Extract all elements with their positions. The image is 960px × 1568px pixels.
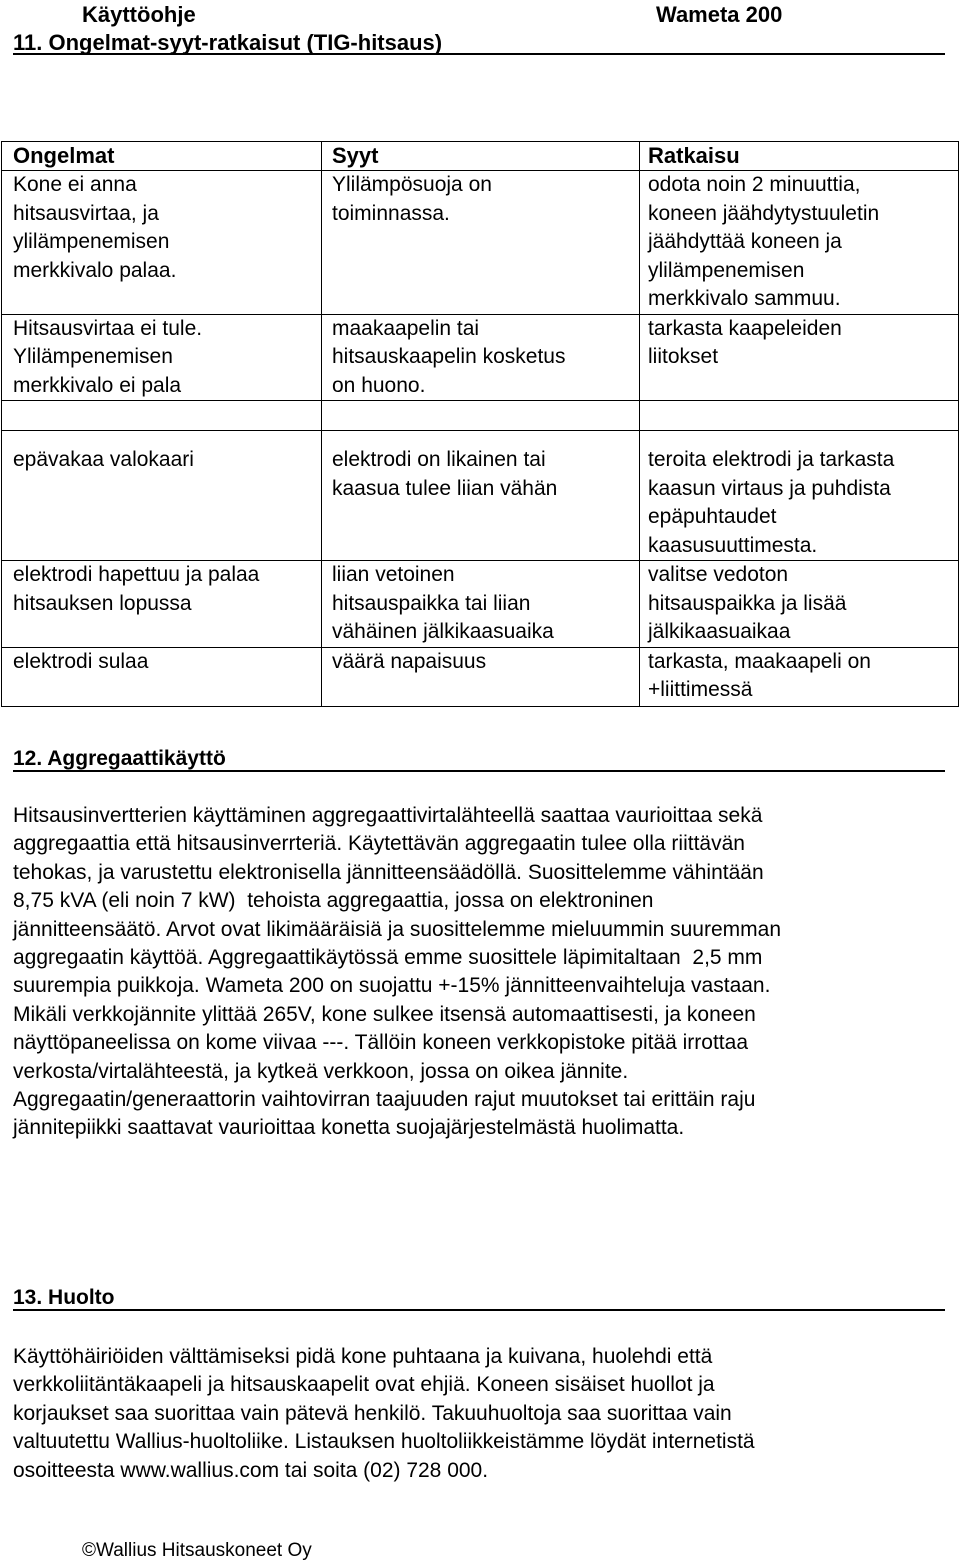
problem-cell	[2, 647, 322, 706]
table-row	[2, 647, 959, 706]
paragraph-line: tehokas, ja varustettu elektronisella jännitteensäädöllä. Suosittelemme vähintään	[13, 860, 764, 884]
cell-line: ylilämpenemisen	[13, 230, 170, 253]
section-12-body	[13, 802, 948, 1143]
cell-line: Ylilämpösuoja on	[332, 173, 492, 196]
cell-line: tarkasta, maakaapeli on	[648, 649, 871, 673]
solution-cell	[640, 431, 959, 561]
cause-cell	[322, 401, 640, 431]
table-row	[2, 561, 959, 648]
problem-cell	[2, 401, 322, 431]
cause-cell	[322, 314, 640, 401]
cause-cell	[322, 171, 640, 315]
paragraph-line: Aggregaatin/generaattorin vaihtovirran taajuuden rajut muutokset tai erittäin raju	[13, 1088, 756, 1112]
cell-line: epäpuhtaudet	[648, 505, 777, 528]
paragraph-line: verkosta/virtalähteestä, ja kytkeä verkkoon, jossa on oikea jännite.	[13, 1059, 629, 1083]
solution-cell	[640, 647, 959, 706]
section-11-title: 11. Ongelmat-syyt-ratkaisut (TIG-hitsaus)	[13, 30, 443, 55]
header-causes: Syyt	[322, 142, 640, 171]
paragraph-line: Mikäli verkkojännite ylittää 265V, kone sulkee itsensä automaattisesti, ja koneen	[13, 1002, 756, 1026]
cell-line: hitsauspaikka tai liian	[332, 591, 531, 615]
solution-cell	[640, 314, 959, 401]
cell-line: valitse vedoton	[648, 563, 789, 586]
cell-line: tarkasta kaapeleiden	[648, 316, 842, 340]
table-body	[2, 171, 959, 707]
cell-line: jäähdyttää koneen ja	[648, 230, 842, 253]
cell-line: +liittimessä	[648, 678, 753, 701]
cell-line: Ylilämpenemisen	[13, 345, 173, 368]
cell-line: odota noin 2 minuuttia,	[648, 173, 861, 196]
paragraph-line: valtuutettu Wallius-huoltoliike. Listauksen huoltoliikkeistämme löydät internetistä	[13, 1430, 755, 1454]
cell-line: epävakaa valokaari	[13, 448, 194, 471]
cell-line: toiminnassa.	[332, 201, 450, 225]
cell-line: liian vetoinen	[332, 563, 455, 586]
section-12-title: 12. Aggregaattikäyttö	[13, 747, 226, 770]
section-13-body	[13, 1343, 948, 1485]
cell-line: elektrodi hapettuu ja palaa	[13, 563, 260, 586]
paragraph-line: 8,75 kVA (eli noin 7 kW) tehoista aggregaattia, jossa on elektroninen	[13, 889, 654, 913]
paragraph-line: suurempia puikkoja. Wameta 200 on suojattu +-15% jännitteenvaihteluja vastaan.	[13, 974, 771, 998]
cell-line: merkkivalo ei pala	[13, 373, 182, 397]
cell-line: hitsausvirtaa, ja	[13, 201, 159, 225]
paragraph-line: osoitteesta www.wallius.com tai soita (02) 728 000.	[13, 1458, 489, 1482]
section-11-underline	[13, 53, 945, 55]
cell-line: vähäinen jälkikaasuaika	[332, 620, 554, 643]
paragraph-line: näyttöpaneelissa on kome viivaa ---. Tällöin koneen verkkopistoke pitää irrottaa	[13, 1031, 748, 1055]
cell-line: merkkivalo sammuu.	[648, 287, 841, 310]
problem-cell	[2, 314, 322, 401]
table-row	[2, 431, 959, 561]
section-12-underline	[13, 770, 945, 772]
solution-cell	[640, 171, 959, 315]
cell-line: Hitsausvirtaa ei tule.	[13, 316, 203, 340]
cell-line: kaasusuuttimesta.	[648, 533, 818, 557]
section-13-underline	[13, 1309, 945, 1311]
cell-line: elektrodi on likainen tai	[332, 448, 546, 471]
troubleshooting-table	[1, 141, 959, 707]
cell-line: Kone ei anna	[13, 173, 137, 196]
cell-line: ylilämpenemisen	[648, 258, 805, 282]
cause-cell	[322, 431, 640, 561]
table-row	[2, 171, 959, 315]
problem-cell	[2, 171, 322, 315]
cell-line: merkkivalo palaa.	[13, 258, 177, 282]
cell-line: väärä napaisuus	[332, 649, 487, 673]
paragraph-line: verkkoliitäntäkaapeli ja hitsauskaapelit ovat ehjiä. Koneen sisäiset huollot ja	[13, 1373, 715, 1397]
cause-cell	[322, 561, 640, 648]
paragraph-line: jännitepiikki saattavat vaurioittaa konetta suojajärjestelmästä huolimatta.	[13, 1116, 685, 1140]
manual-title: Käyttöohje	[82, 2, 196, 27]
cell-line: kaasua tulee liian vähän	[332, 476, 558, 500]
footer-copyright: ©Wallius Hitsauskoneet Oy	[82, 1540, 312, 1561]
cell-line: on huono.	[332, 373, 426, 397]
cell-line: maakaapelin tai	[332, 316, 480, 340]
cell-line: elektrodi sulaa	[13, 649, 149, 673]
cell-line: teroita elektrodi ja tarkasta	[648, 448, 895, 471]
paragraph-line: aggregaattia että hitsausinverrteriä. Käytettävän aggregaatin tulee olla riittävän	[13, 832, 745, 856]
cause-cell	[322, 647, 640, 706]
cell-line: hitsauksen lopussa	[13, 591, 192, 615]
cell-line: koneen jäähdytystuuletin	[648, 201, 880, 225]
header-problems: Ongelmat	[2, 142, 322, 171]
paragraph-line: korjaukset saa suorittaa vain pätevä henkilö. Takuuhuoltoja saa suorittaa vain	[13, 1401, 732, 1425]
problem-cell	[2, 431, 322, 561]
table-header-row	[2, 142, 959, 171]
product-name: Wameta 200	[656, 2, 783, 27]
paragraph-line: jännitteensäätö. Arvot ovat likimääräisiä ja suosittelemme mieluummin suuremman	[13, 917, 781, 941]
table-row	[2, 314, 959, 401]
solution-cell	[640, 401, 959, 431]
paragraph-line: Käyttöhäiriöiden välttämiseksi pidä kone puhtaana ja kuivana, huolehdi että	[13, 1345, 713, 1368]
solution-cell	[640, 561, 959, 648]
paragraph-line: Hitsausinvertterien käyttäminen aggregaattivirtalähteellä saattaa vaurioittaa sekä	[13, 804, 763, 827]
cell-line: kaasun virtaus ja puhdista	[648, 476, 891, 500]
cell-line: liitokset	[648, 345, 719, 368]
cell-line: hitsauskaapelin kosketus	[332, 345, 566, 368]
header-solution: Ratkaisu	[640, 142, 959, 171]
cell-line: jälkikaasuaikaa	[648, 620, 791, 643]
cell-line: hitsauspaikka ja lisää	[648, 591, 847, 615]
table-row	[2, 401, 959, 431]
paragraph-line: aggregaatin käyttöä. Aggregaattikäytössä emme suosittele läpimitaltaan 2,5 mm	[13, 946, 763, 970]
problem-cell	[2, 561, 322, 648]
section-13-title: 13. Huolto	[13, 1286, 115, 1309]
